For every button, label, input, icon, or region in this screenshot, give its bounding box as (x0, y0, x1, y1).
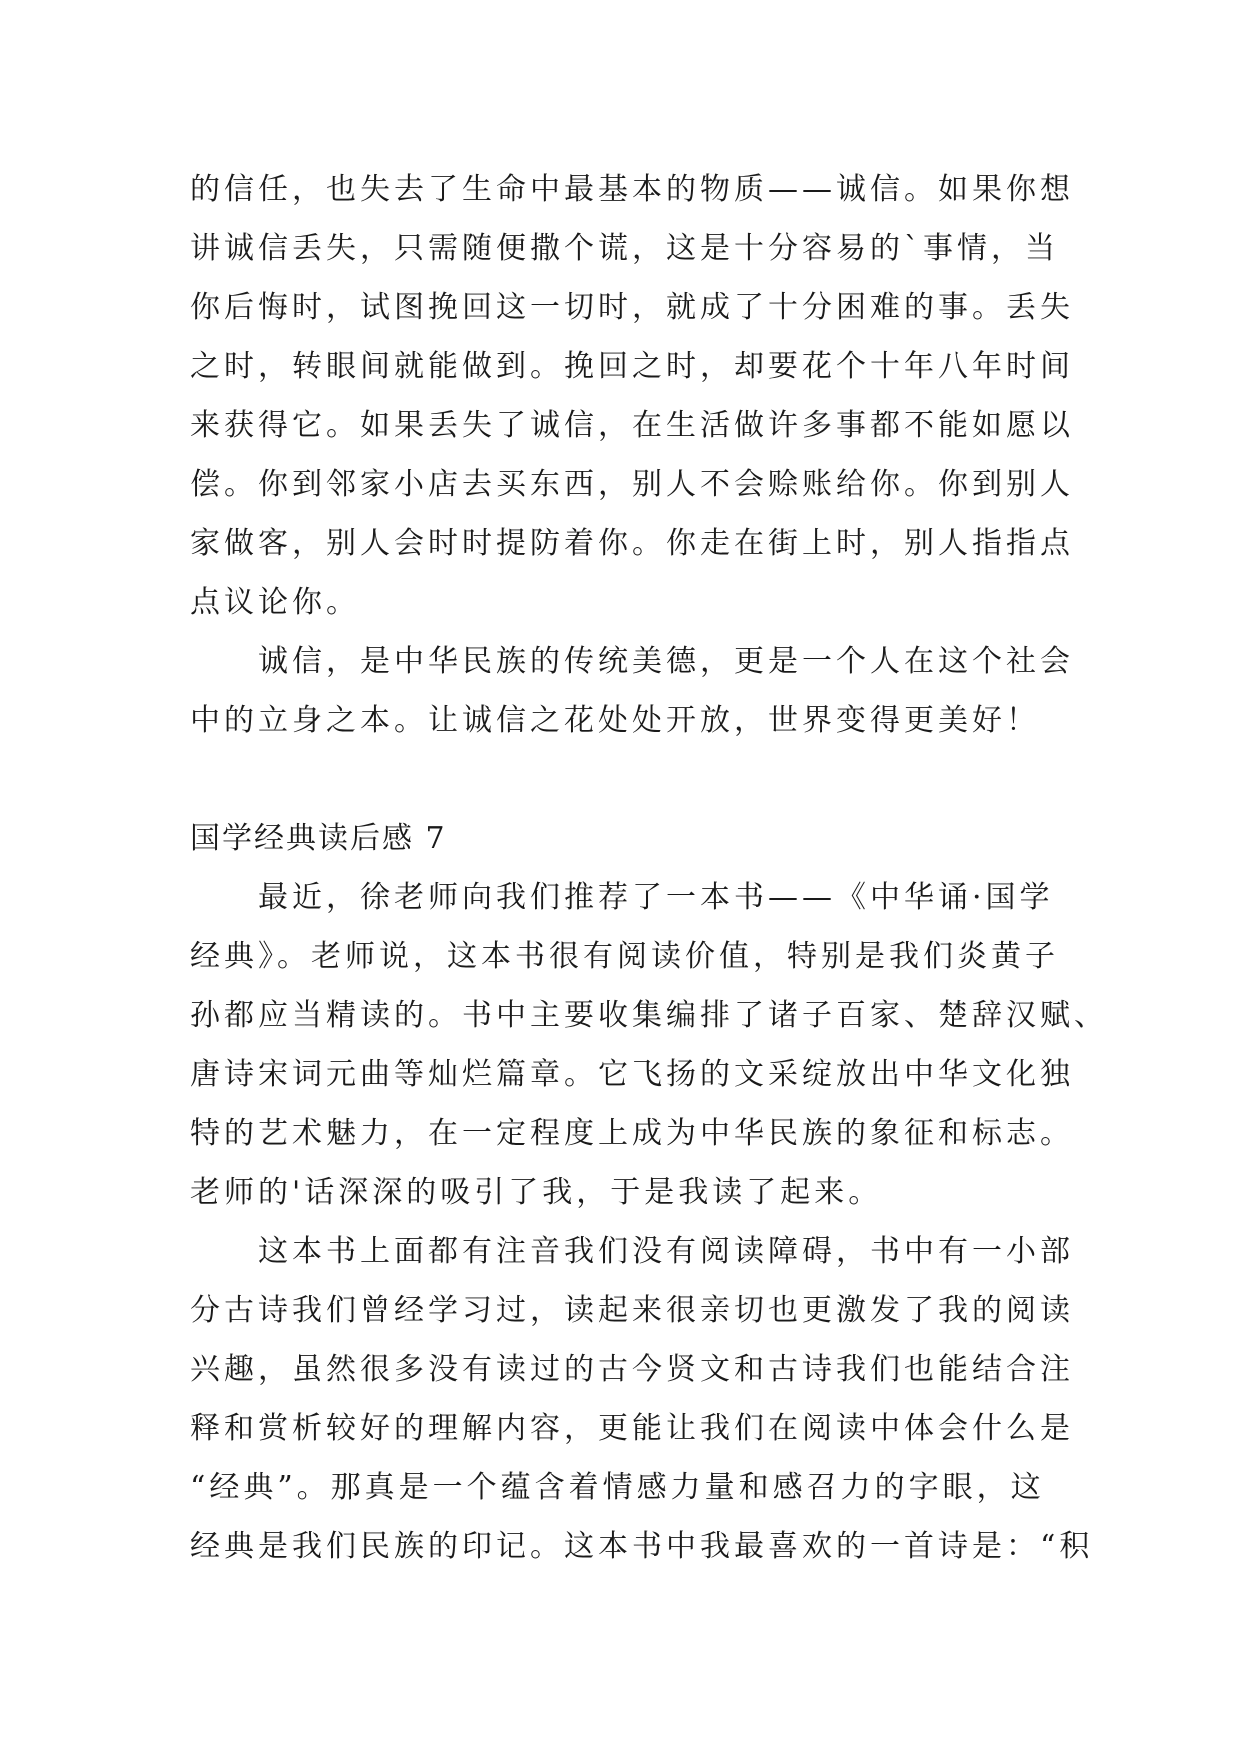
text-line: 经典是我们民族的印记。这本书中我最喜欢的一首诗是：“积 (190, 1529, 1094, 1564)
text-line: 最近，徐老师向我们推荐了一本书——《中华诵·国学 (190, 880, 1054, 915)
text-line: 讲诚信丢失，只需随便撒个谎，这是十分容易的`事情，当 (190, 231, 1059, 266)
text-line: 经典》。老师说，这本书很有阅读价值，特别是我们炎黄子 (190, 939, 1059, 974)
text-line: 唐诗宋词元曲等灿烂篇章。它飞扬的文采绽放出中华文化独 (190, 1057, 1074, 1092)
text-line: 中的立身之本。让诚信之花处处开放，世界变得更美好！ (190, 703, 1040, 738)
text-line: 来获得它。如果丢失了诚信，在生活做许多事都不能如愿以 (190, 408, 1074, 443)
document-body (190, 160, 1108, 1576)
text-line: 偿。你到邻家小店去买东西，别人不会赊账给你。你到别人 (190, 467, 1074, 502)
text-line: 兴趣，虽然很多没有读过的古今贤文和古诗我们也能结合注 (190, 1352, 1074, 1387)
text-line: 的信任，也失去了生命中最基本的物质——诚信。如果你想 (190, 172, 1074, 207)
section-spacer (190, 750, 1070, 809)
section-honesty-essay (190, 160, 1074, 750)
text-line: 特的艺术魅力，在一定程度上成为中华民族的象征和标志。 (190, 1116, 1074, 1151)
text-line: 这本书上面都有注音我们没有阅读障碍，书中有一小部 (190, 1234, 1074, 1269)
text-line: “经典”。那真是一个蕴含着情感力量和感召力的字眼，这 (190, 1470, 1045, 1505)
text-line: 之时，转眼间就能做到。挽回之时，却要花个十年八年时间 (190, 349, 1074, 384)
text-line: 你后悔时，试图挽回这一切时，就成了十分困难的事。丢失 (190, 290, 1074, 325)
text-line: 分古诗我们曾经学习过，读起来很亲切也更激发了我的阅读 (190, 1293, 1074, 1328)
text-line: 诚信，是中华民族的传统美德，更是一个人在这个社会 (190, 644, 1074, 679)
section-reading-reflection (190, 809, 1108, 1576)
section-title: 国学经典读后感 7 (190, 821, 447, 856)
text-line: 释和赏析较好的理解内容，更能让我们在阅读中体会什么是 (190, 1411, 1074, 1446)
text-line: 家做客，别人会时时提防着你。你走在街上时，别人指指点 (190, 526, 1074, 561)
text-line: 老师的'话深深的吸引了我，于是我读了起来。 (190, 1175, 883, 1210)
text-line: 点议论你。 (190, 585, 360, 620)
text-line: 孙都应当精读的。书中主要收集编排了诸子百家、楚辞汉赋、 (190, 998, 1108, 1033)
